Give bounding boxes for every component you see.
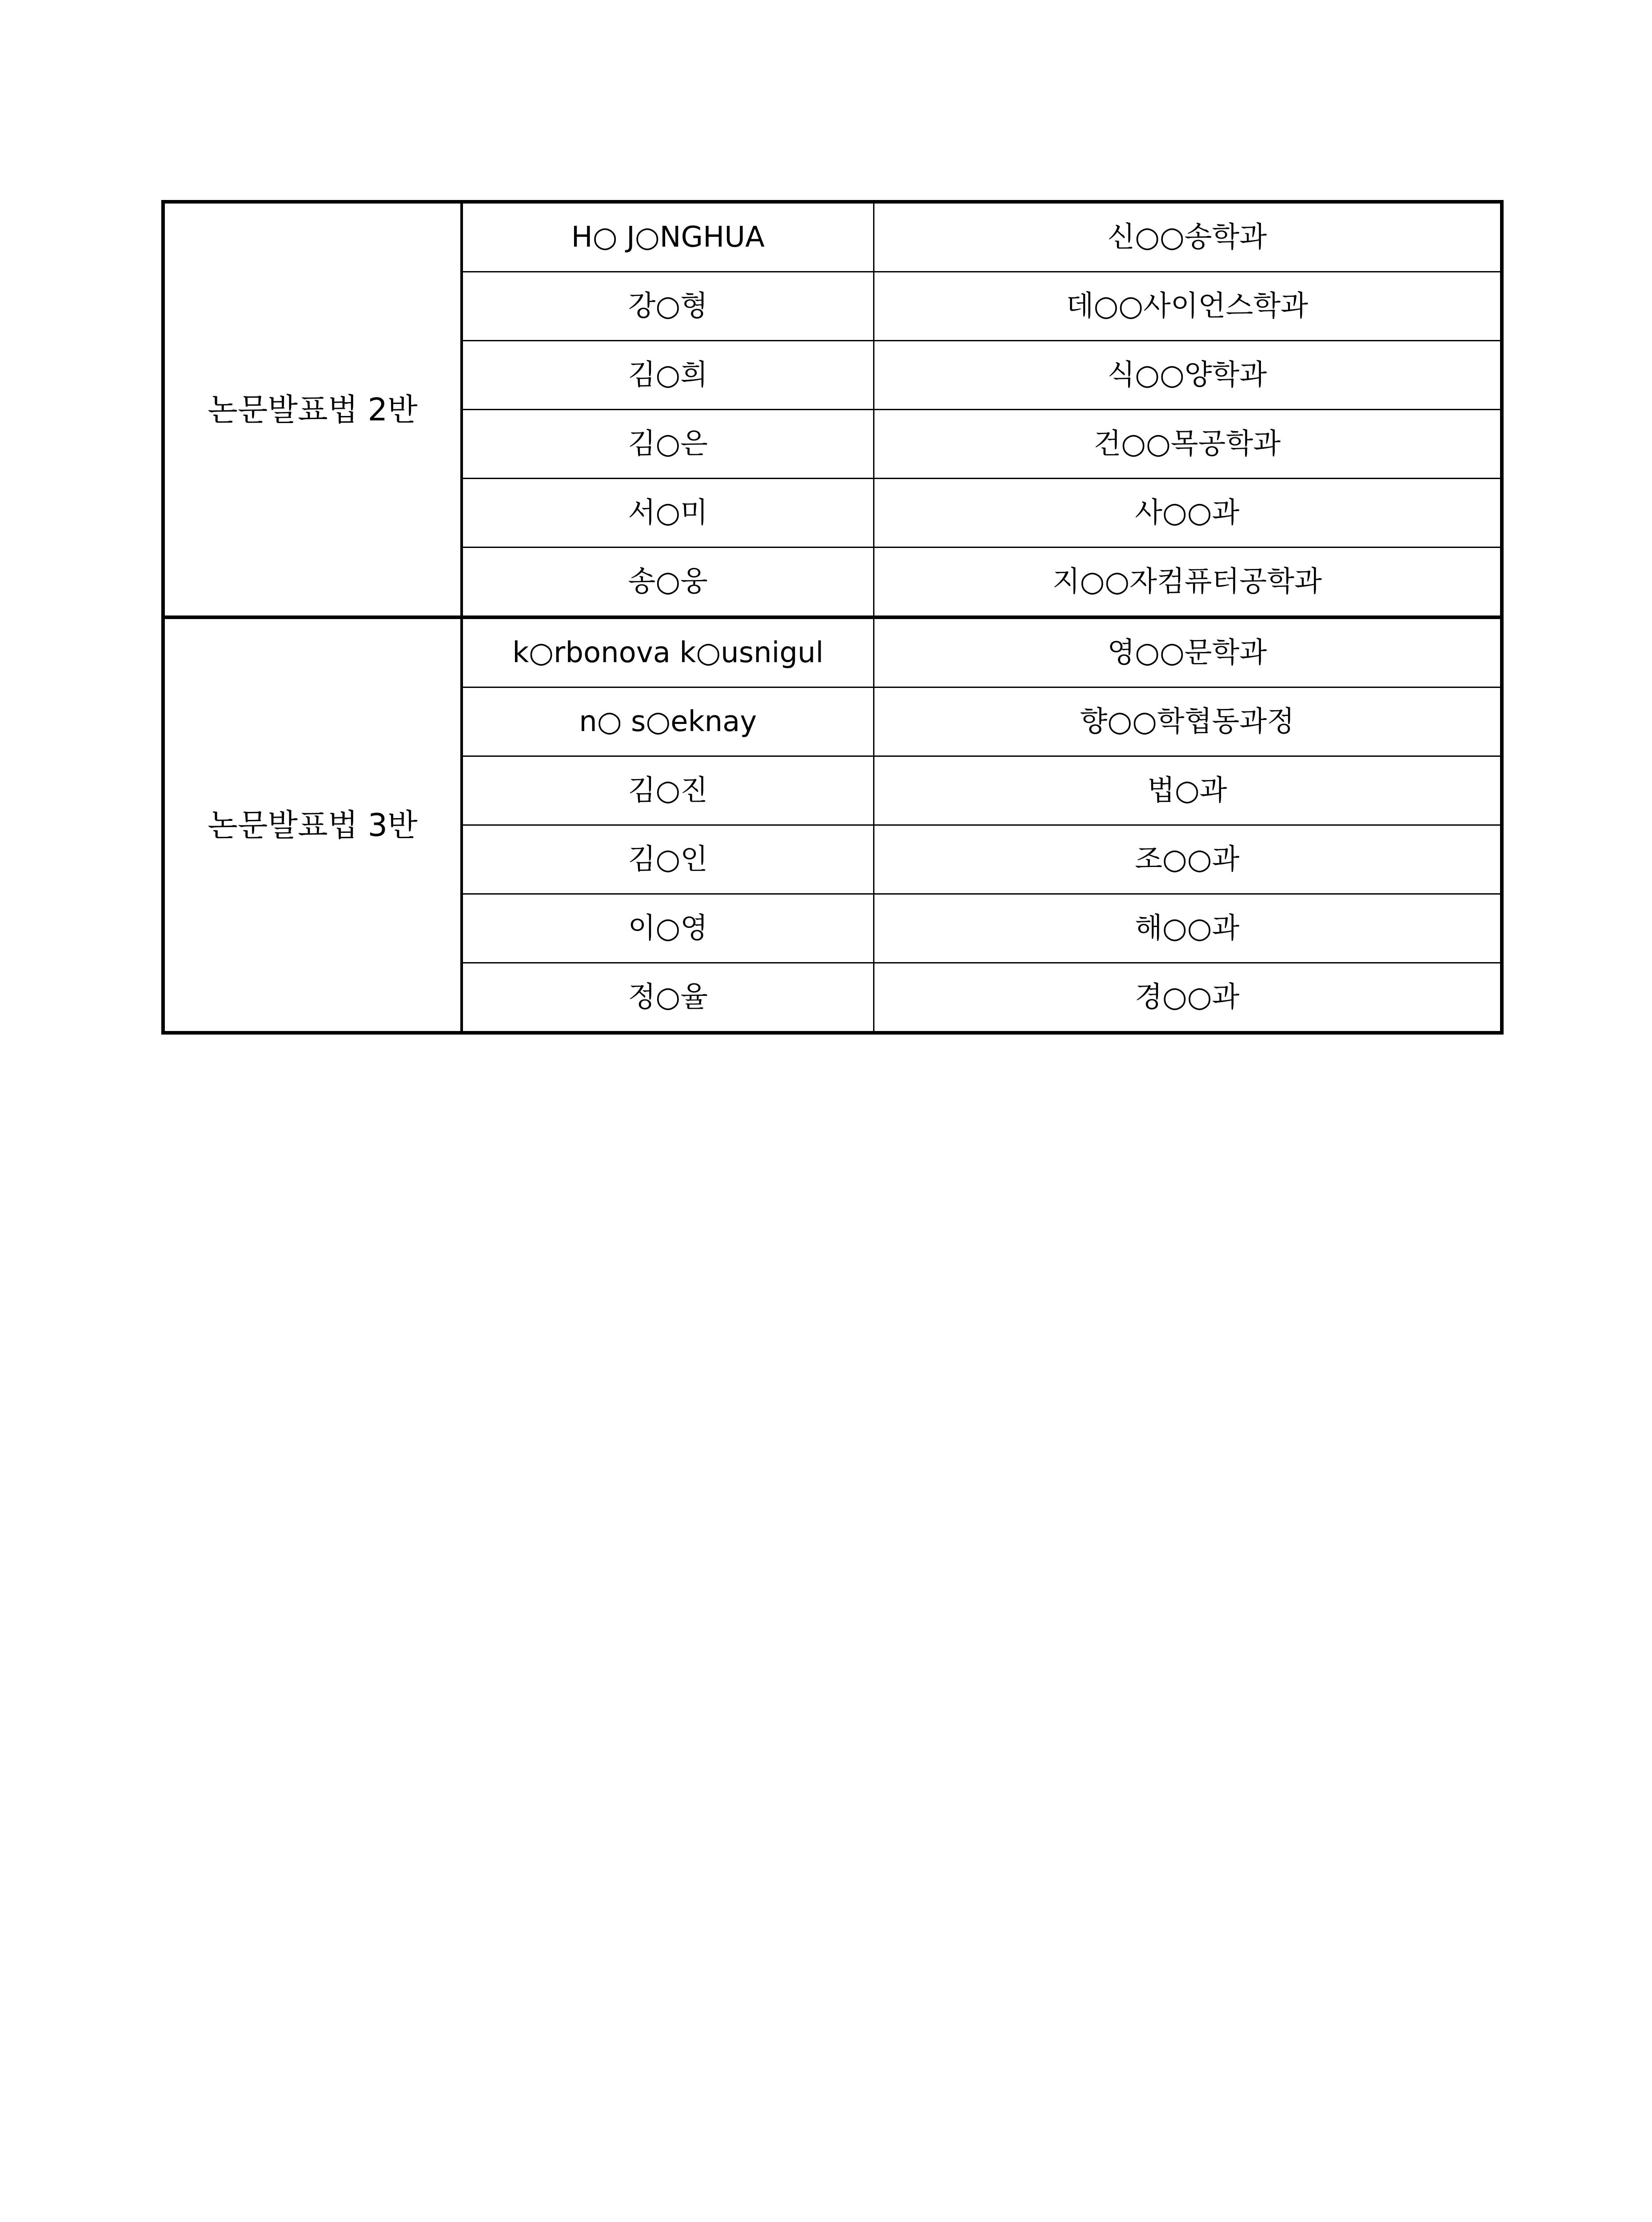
department-cell: 신○○송학과 <box>874 202 1502 272</box>
department-cell: 조○○과 <box>874 825 1502 894</box>
class-group-3 <box>163 617 1502 1033</box>
student-name-cell: 서○미 <box>462 479 874 548</box>
table-row <box>163 202 1502 272</box>
department-cell: 건○○목공학과 <box>874 410 1502 479</box>
class-name-cell: 논문발표법 2반 <box>163 202 462 617</box>
class-name-cell: 논문발표법 3반 <box>163 617 462 1033</box>
department-cell: 식○○양학과 <box>874 341 1502 410</box>
department-cell: 법○과 <box>874 756 1502 825</box>
class-roster-table <box>161 200 1504 1035</box>
student-name-cell: 정○율 <box>462 963 874 1033</box>
student-name-cell: 강○형 <box>462 272 874 341</box>
student-name-cell: k○rbonova k○usnigul <box>462 617 874 687</box>
department-cell: 영○○문학과 <box>874 617 1502 687</box>
student-name-cell: n○ s○eknay <box>462 687 874 756</box>
department-cell: 해○○과 <box>874 894 1502 963</box>
student-name-cell: 이○영 <box>462 894 874 963</box>
table-row <box>163 617 1502 687</box>
department-cell: 향○○학협동과정 <box>874 687 1502 756</box>
student-name-cell: 김○희 <box>462 341 874 410</box>
student-name-cell: 김○은 <box>462 410 874 479</box>
student-name-cell: H○ J○NGHUA <box>462 202 874 272</box>
class-group-2 <box>163 202 1502 617</box>
department-cell: 지○○자컴퓨터공학과 <box>874 548 1502 618</box>
department-cell: 경○○과 <box>874 963 1502 1033</box>
student-name-cell: 김○인 <box>462 825 874 894</box>
student-name-cell: 김○진 <box>462 756 874 825</box>
department-cell: 데○○사이언스학과 <box>874 272 1502 341</box>
student-name-cell: 송○웅 <box>462 548 874 618</box>
department-cell: 사○○과 <box>874 479 1502 548</box>
